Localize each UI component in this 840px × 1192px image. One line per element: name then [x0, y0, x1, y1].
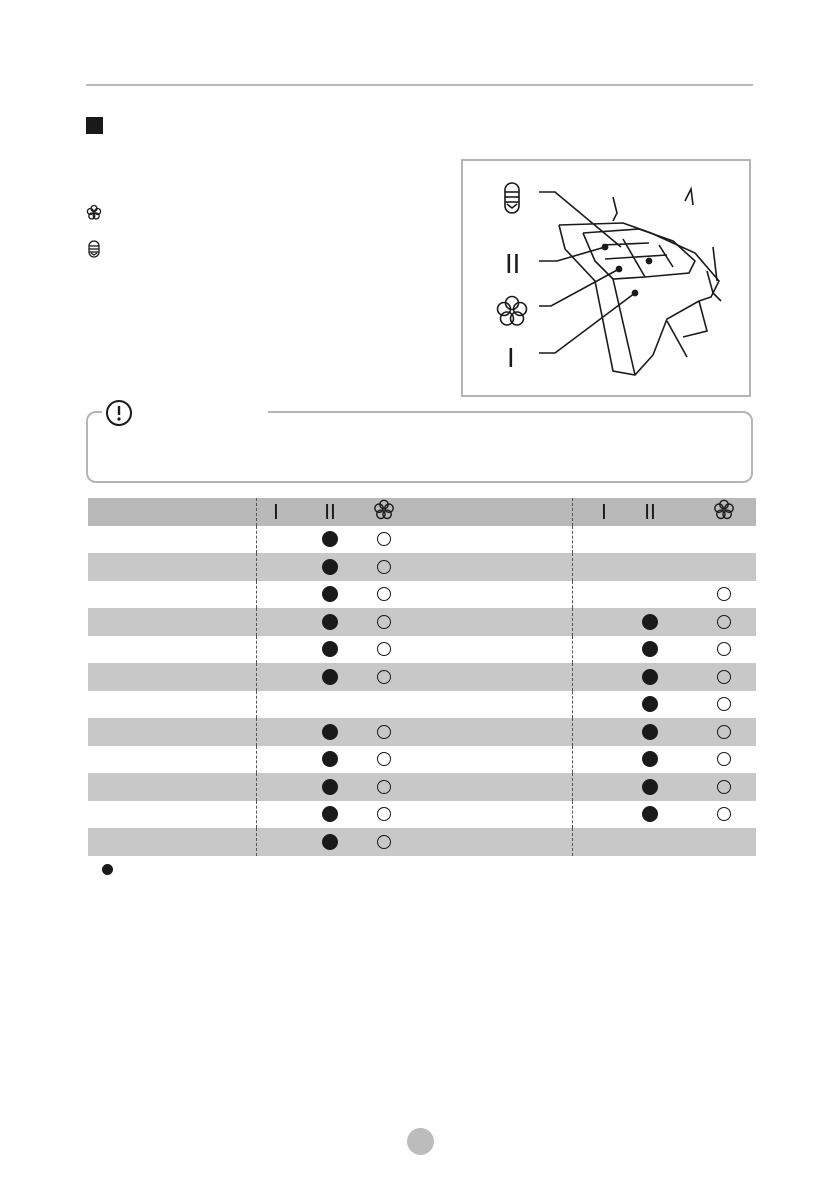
open-ring-mark	[717, 642, 731, 656]
table-row	[88, 773, 756, 801]
table-row	[88, 691, 756, 719]
header-compartment-2-label: II	[644, 499, 656, 524]
open-ring-mark	[717, 725, 731, 739]
column-separator	[256, 801, 257, 829]
open-ring-mark	[377, 752, 391, 766]
column-separator	[256, 663, 257, 691]
header-compartment-1-label: I	[273, 499, 279, 524]
table-row	[88, 636, 756, 664]
column-separator	[572, 553, 573, 581]
column-separator	[256, 498, 257, 526]
detergent-box-icon	[86, 240, 102, 258]
open-ring-mark	[377, 560, 391, 574]
open-ring-mark	[377, 670, 391, 684]
filled-dot-mark	[322, 724, 338, 740]
column-separator	[572, 801, 573, 829]
open-ring-mark	[717, 587, 731, 601]
filled-dot-mark	[642, 641, 658, 657]
filled-dot-mark	[642, 779, 658, 795]
page-number-badge	[407, 1128, 434, 1155]
warning-box	[86, 411, 753, 483]
table-row	[88, 553, 756, 581]
top-rule	[86, 84, 753, 86]
column-separator	[256, 581, 257, 609]
section-marker	[86, 117, 103, 134]
footnote-dot-legend	[102, 864, 113, 875]
open-ring-mark	[717, 780, 731, 794]
filled-dot-mark	[642, 696, 658, 712]
detergent-box-icon	[505, 183, 519, 213]
flower-icon	[86, 204, 102, 222]
column-separator	[572, 746, 573, 774]
filled-dot-mark	[322, 669, 338, 685]
open-ring-mark	[377, 642, 391, 656]
table-header-row	[88, 498, 756, 526]
filled-dot-mark	[322, 641, 338, 657]
flower-icon	[713, 498, 735, 525]
column-separator	[256, 553, 257, 581]
filled-dot-mark	[642, 724, 658, 740]
filled-dot-mark	[642, 669, 658, 685]
open-ring-mark	[717, 615, 731, 629]
column-separator	[572, 773, 573, 801]
flower-icon	[373, 498, 395, 525]
column-separator	[572, 526, 573, 554]
filled-dot-mark	[642, 751, 658, 767]
open-ring-mark	[377, 807, 391, 821]
header-compartment-2-label: II	[324, 499, 336, 524]
header-compartment-1-label: I	[601, 499, 607, 524]
column-separator	[256, 828, 257, 856]
open-ring-mark	[717, 670, 731, 684]
filled-dot-mark	[322, 614, 338, 630]
filled-dot-mark	[322, 531, 338, 547]
filled-dot-mark	[322, 806, 338, 822]
table-row	[88, 746, 756, 774]
column-separator	[572, 636, 573, 664]
table-row	[88, 828, 756, 856]
flower-icon	[498, 297, 527, 326]
table-row	[88, 581, 756, 609]
open-ring-mark	[377, 532, 391, 546]
filled-dot-mark	[322, 834, 338, 850]
warning-icon	[104, 398, 134, 428]
filled-dot-mark	[642, 806, 658, 822]
open-ring-mark	[377, 615, 391, 629]
column-separator	[572, 718, 573, 746]
column-separator	[256, 608, 257, 636]
filled-dot-mark	[322, 779, 338, 795]
column-separator	[572, 581, 573, 609]
column-separator	[256, 691, 257, 719]
diagram-label-i: I	[507, 344, 515, 374]
drawer-diagram	[461, 159, 751, 397]
table-row	[88, 801, 756, 829]
open-ring-mark	[717, 752, 731, 766]
filled-dot-mark	[642, 614, 658, 630]
open-ring-mark	[377, 780, 391, 794]
column-separator	[572, 828, 573, 856]
table-row	[88, 718, 756, 746]
column-separator	[572, 663, 573, 691]
column-separator	[572, 608, 573, 636]
open-ring-mark	[377, 587, 391, 601]
column-separator	[256, 746, 257, 774]
open-ring-mark	[717, 807, 731, 821]
diagram-label-ii: II	[505, 250, 521, 280]
column-separator	[256, 636, 257, 664]
column-separator	[256, 718, 257, 746]
open-ring-mark	[377, 725, 391, 739]
column-separator	[572, 498, 573, 526]
filled-dot-mark	[322, 559, 338, 575]
column-separator	[256, 526, 257, 554]
filled-dot-mark	[322, 751, 338, 767]
filled-dot-mark	[322, 586, 338, 602]
table-row	[88, 663, 756, 691]
column-separator	[256, 773, 257, 801]
table-row	[88, 608, 756, 636]
open-ring-mark	[717, 697, 731, 711]
open-ring-mark	[377, 835, 391, 849]
table-row	[88, 526, 756, 554]
column-separator	[572, 691, 573, 719]
